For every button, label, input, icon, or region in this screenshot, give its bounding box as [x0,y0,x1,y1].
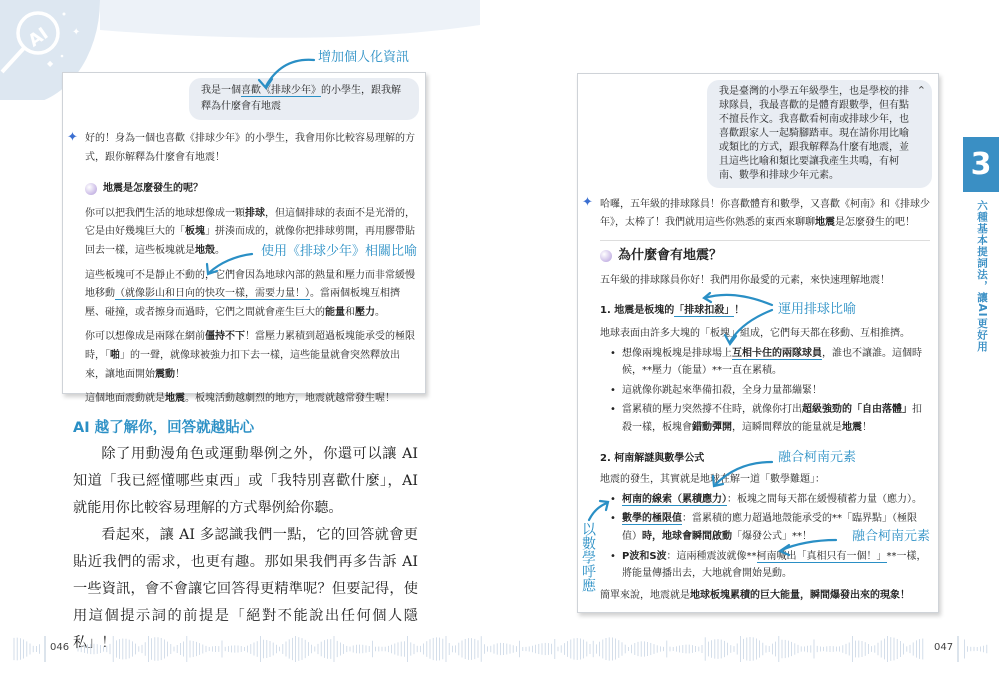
text: 1. 地震是板塊的 [600,305,675,317]
underlined-text: 柯南的線索（累積應力） [622,493,727,505]
bullet-item [610,382,930,400]
text: 這些板塊可不是靜止不動的，它們會因為地球內部的熱量和壓力而非常緩慢地移動 [85,269,415,300]
moon-icon [600,250,612,262]
ai-response [85,130,417,409]
annotation-math: 以數學呼應 [580,522,596,592]
response-paragraph [85,205,417,261]
text: ！ [862,421,872,433]
text: 的小學生，跟我解釋為什麼會有地震 [201,85,401,112]
bold-text: 壓力 [355,306,375,318]
user-prompt-text: 我是臺灣的小學五年級學生，也是學校的排球隊員，我最喜歡的是體育跟數學，但有點不擅長作文。我喜歡看柯南或排球少年，也喜歡跟家人一起騎腳踏車。現在請你用比喻或類比的方式，跟我解釋為什麼有地震，並且這些比喻和類比要讓我產生共鳴，有柯南、數學和排球少年元素。 [719,86,909,181]
svg-text:AI: AI [24,23,53,52]
text: 2. 柯南解謎與數學公式 [600,452,705,464]
annotation-conan-2: 融合柯南元素 [851,528,930,544]
text: 這個地面震動就是 [85,393,165,405]
bullet-item [610,491,930,509]
bullet-item [610,510,930,545]
text: ：這兩種震波就像** [666,550,757,562]
bold-text: 錯動彈開 [692,421,732,433]
text: ！ [734,305,745,317]
section-2-bullets [610,491,930,583]
text: ，但這個排球的表面不是光滑的，它是由好幾塊巨大的「 [85,207,415,238]
chapter-title: 六種基本提詞法，讓AI更好用 [976,200,988,353]
background-wave [100,0,480,38]
chapter-tab[interactable]: 3 [963,137,999,192]
bold-text: P波和S波 [622,550,667,562]
bullet-item [610,345,930,380]
bold-text: 超級強勁的「自由落體」 [802,404,912,416]
response-paragraph [85,267,417,323]
text: 簡單來說，地震就是 [600,589,690,601]
text: **一樣，將能量傳播出去，大地就會開始晃動。 [622,550,927,580]
chat-screenshot-right [577,73,939,613]
bold-text: 地殼 [195,244,215,256]
page-number-right: 047 [934,642,954,653]
text: 。當兩個板塊互相擠壓、碰撞，或者擦身而過時，它們之間就會產生巨大的 [85,288,400,318]
text: 這就像你跳起來準備扣殺，全身力量都繃緊！ [622,384,822,396]
bold-text: 排球 [245,207,265,219]
text: ，這瞬間釋放的能量就是 [732,421,842,433]
response-intro [600,196,930,231]
chat-screenshot-left [62,72,426,405]
annotation-conan-1: 融合柯南元素 [778,449,857,465]
text: ：板塊之間每天都在緩慢積蓄力量（應力）。 [727,493,922,505]
underlined-text: （就像影山和日向的快攻一樣，需要力量！） [115,288,310,300]
text: 。板塊活動越劇烈的地方，地震就越常發生喔！ [185,393,395,405]
underlined-text: 喜歡《排球少年》 [241,85,321,96]
bold-text: 能量 [325,306,345,318]
chevron-up-icon[interactable]: ⌃ [916,84,926,97]
text: ！當壓力累積到超過板塊能承受的極限時，「 [85,331,415,361]
footer-waveform [0,636,1000,662]
page-number-left: 046 [50,642,70,653]
gemini-star-icon: ✦ [582,195,593,210]
text: ：當累積的應力超過地殼能承受的**「臨界點」（極限值） [622,513,917,542]
response-subheading [85,180,417,199]
text: 哈囉，五年級的排球隊員！你喜歡體育和數學，又喜歡《柯南》和《排球少年》，太棒了！我們就用這些你熟悉的東西來聊聊 [600,199,930,228]
bold-text: 地震 [842,421,862,433]
annotation-volleyball: 運用排球比喻 [778,302,857,318]
text: 扣殺一樣，板塊會 [622,404,922,433]
divider [600,240,930,241]
section-2-heading [600,450,930,468]
response-lead: 五年級的排球隊員你好！我們用你最愛的元素，來快速理解地震！ [600,274,890,286]
response-paragraph [85,390,417,409]
svg-text:◆: ◆ [47,59,54,68]
bold-text: 震動 [155,368,175,380]
annotation-haikyu-metaphor: 使用《排球少年》相關比喻 [260,243,417,259]
user-prompt-bubble [189,78,419,120]
text: 你可以想像成是兩隊在網前 [85,331,205,343]
gemini-star-icon: ✦ [67,130,78,145]
section-1-text: 地球表面由許多大塊的「板塊」組成，它們每天都在移動、互相推擠。 [600,327,910,339]
bold-text: 地球板塊累積的巨大能量，瞬間爆發出來的現象！ [690,589,910,601]
text: 。 [375,306,385,318]
text: 當累積的壓力突然撐不住時，就像你打出 [622,404,802,416]
bold-text: 時，地球會瞬間啟動 [642,530,732,542]
underlined-text: 柯南喊出「真相只有一個！」 [756,550,887,562]
text: ！ [175,368,185,380]
text: 是怎麼發生的吧！ [835,216,915,228]
section-1-heading [600,302,930,320]
text: 「爆發公式」**！ [732,530,812,542]
section-paragraph: 看起來，讓 AI 多認識我們一點，它的回答就會更貼近我們的需求，也更有趣。那如果我們再多告訴 AI 一些資訊，會不會讓它回答得更精準呢？但要記得，使用這個提示詞的前提是「絕對不能說出任何個人隱私」！ [73,527,418,651]
section-2-text: 地震的發生，其實就是地球在解一道「數學難題」： [600,474,825,486]
text: 。 [215,244,225,256]
text: 我是一個 [201,85,241,96]
response-title: 為什麼會有地震？ [600,247,930,265]
response-paragraph [85,130,417,167]
text: 想像兩塊板塊是排球場上 [622,347,732,359]
text: 」拼湊而成的，就像你把排球剪開，再用膠帶貼回去一樣，這些板塊就是 [85,226,415,256]
bold-text: 啪 [110,349,120,361]
text: ，誰也不讓誰。這個時候，**壓力（能量）**一直在累積。 [622,347,922,377]
user-prompt-bubble [707,80,932,188]
text: 好的！身為一個也喜歡《排球少年》的小學生，我會用你比較容易理解的方式，跟你解釋為什麼會有地震！ [85,133,415,163]
bold-text: 地震 [815,216,835,228]
bold-text: 僵持不下 [205,331,245,343]
svg-text:✦: ✦ [72,27,81,38]
bullet-item [610,401,930,436]
section-1-bullets [610,345,930,437]
section-paragraph: 除了用動漫角色或運動舉例之外，你還可以讓 AI 知道「我已經懂哪些東西」或「我特別喜歡什麼」，AI 就能用你比較容易理解的方式舉例給你聽。 [73,446,418,516]
bold-text: 地震 [165,393,185,405]
response-paragraph [85,328,417,384]
moon-icon [85,183,97,195]
text: 你可以把我們生活的地球想像成一顆 [85,207,245,219]
underlined-text: 「排球扣殺」 [674,305,735,317]
underlined-text: 數學的極限值 [622,513,682,525]
underlined-text: 互相卡住的兩隊球員 [732,347,822,359]
subheading-text: 地震是怎麼發生的呢？ [103,183,203,195]
text: 」的一聲，就像球被強力扣下去一樣，這些能量就會突然釋放出來，讓地面開始 [85,349,400,380]
section-personalization [73,416,418,657]
ai-response [600,196,930,604]
text: 和 [345,306,355,318]
section-title: AI 越了解你，回答就越貼心 [73,420,255,436]
bold-text: 板塊 [185,226,205,238]
bullet-item [610,548,930,583]
response-summary [600,587,930,605]
annotation-personal-info: 增加個人化資訊 [318,50,410,65]
